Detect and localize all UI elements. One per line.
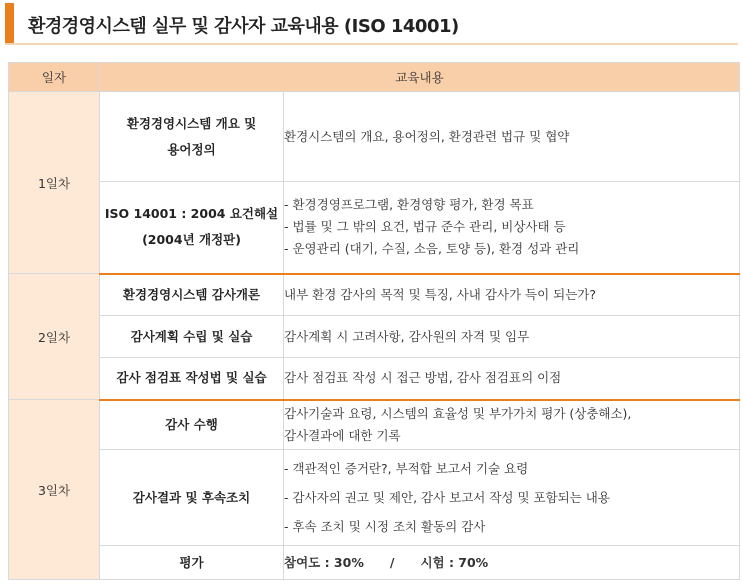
content-line: 감사결과에 대한 기록 xyxy=(284,427,401,443)
topic-line: 감사계획 수립 및 실습 xyxy=(130,328,253,344)
content-line: 감사기술과 요령, 시스템의 효율성 및 부가가치 평가 (상충해소), xyxy=(284,405,632,421)
content-line: 감사계획 시 고려사항, 감사원의 자격 및 임무 xyxy=(284,328,530,344)
topic-line: 용어정의 xyxy=(167,141,216,157)
topic-cell xyxy=(100,546,284,580)
content-cell xyxy=(284,274,740,316)
day-1-label: 1일차 xyxy=(9,92,100,274)
evaluation-line xyxy=(284,555,488,570)
day-2-label: 2일차 xyxy=(9,274,100,400)
curriculum-table xyxy=(8,62,740,580)
topic-line: ISO 14001 : 2004 요건해설 xyxy=(104,206,279,222)
content-cell xyxy=(284,316,740,358)
header-content: 교육내용 xyxy=(100,63,740,92)
content-cell xyxy=(284,182,740,274)
content-cell xyxy=(284,400,740,450)
topic-line: 환경경영시스템 감사개론 xyxy=(122,286,261,302)
topic-cell xyxy=(100,182,284,274)
topic-line: 평가 xyxy=(179,554,204,570)
content-line: - 환경경영프로그램, 환경영향 평가, 환경 목표 xyxy=(284,197,534,213)
table-row xyxy=(9,182,740,274)
content-line: - 후속 조치 및 시정 조치 활동의 감사 xyxy=(284,519,486,534)
day-3-label: 3일차 xyxy=(9,400,100,580)
evaluation-participation: 참여도 : 30% xyxy=(284,554,364,570)
content-line: 내부 환경 감사의 목적 및 특징, 사내 감사가 득이 되는가? xyxy=(284,286,597,302)
evaluation-cell xyxy=(284,546,740,580)
table-row xyxy=(9,400,740,450)
topic-cell xyxy=(100,274,284,316)
table-row xyxy=(9,358,740,400)
topic-line: (2004년 개정판) xyxy=(142,232,241,248)
content-line: - 법률 및 그 밖의 요건, 법규 준수 관리, 비상사태 등 xyxy=(284,219,566,235)
content-cell xyxy=(284,450,740,546)
topic-cell xyxy=(100,400,284,450)
content-cell xyxy=(284,358,740,400)
content-line: 감사 점검표 작성 시 접근 방법, 감사 점검표의 이점 xyxy=(284,370,562,386)
evaluation-separator: / xyxy=(389,554,395,570)
table-row xyxy=(9,546,740,580)
topic-line: 감사 점검표 작성법 및 실습 xyxy=(116,370,267,386)
topic-line: 감사 수행 xyxy=(165,416,218,432)
table-row xyxy=(9,316,740,358)
evaluation-exam: 시험 : 70% xyxy=(420,554,489,570)
topic-cell xyxy=(100,92,284,182)
table-row xyxy=(9,274,740,316)
table-row xyxy=(9,92,740,182)
table-row xyxy=(9,450,740,546)
content-line: - 객관적인 증거란?, 부적합 보고서 기술 요령 xyxy=(284,461,529,476)
header-day: 일자 xyxy=(9,63,100,92)
topic-cell xyxy=(100,358,284,400)
content-cell xyxy=(284,92,740,182)
content-line: - 감사자의 권고 및 제안, 감사 보고서 작성 및 포함되는 내용 xyxy=(284,490,610,505)
topic-cell xyxy=(100,450,284,546)
topic-cell xyxy=(100,316,284,358)
table-header-row xyxy=(9,63,740,92)
title-bar xyxy=(5,3,738,43)
page-title: 환경경영시스템 실무 및 감사자 교육내용 (ISO 14001) xyxy=(28,16,459,37)
topic-line: 환경경영시스템 개요 및 xyxy=(126,115,257,131)
topic-line: 감사결과 및 후속조치 xyxy=(132,489,251,505)
content-line: - 운영관리 (대기, 수질, 소음, 토양 등), 환경 성과 관리 xyxy=(284,241,580,257)
content-line: 환경시스템의 개요, 용어정의, 환경관련 법규 및 협약 xyxy=(284,128,570,144)
